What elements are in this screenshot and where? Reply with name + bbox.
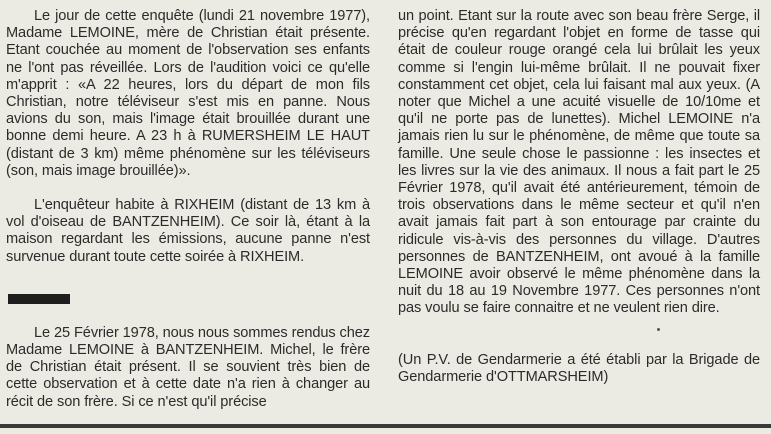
bottom-rule bbox=[0, 424, 771, 428]
paragraph-enquete: Le jour de cette enquête (lundi 21 novembre 1977), Madame LEMOINE, mère de Christian était présente. Etant couchée au moment de l'observation ses enfants ne l'ont pas réveillée. Lors de l'audition voici ce qu'elle m'apprit : «A 22 heures, lors du départ de mon fils Christian, notre téléviseur s'est mis en panne. Nous avions du son, mais l'image était brouillée durant une bonne demi heure. A 23 h à RUMERSHEIM LE HAUT (distant de 3 km) même phénomène sur les téléviseurs (son, mais image brouillée)». bbox=[6, 8, 370, 179]
section-separator-bar bbox=[8, 294, 70, 304]
paragraph-visite: Le 25 Février 1978, nous nous sommes rendus chez Madame LEMOINE à BANTZENHEIM. Michel, le frère de Christian était présent. Il se souvient très bien de cette observation et à cette date n'a rien à changer au récit de son frère. Si ce n'est qu'il précise bbox=[6, 324, 370, 410]
right-column bbox=[398, 8, 760, 386]
print-speck bbox=[657, 328, 660, 331]
paragraph-gendarmerie-note: (Un P.V. de Gendarmerie a été établi par la Brigade de Gendarmerie d'OTTMARSHEIM) bbox=[398, 351, 760, 385]
paragraph-michel: un point. Etant sur la route avec son beau frère Serge, il précise qu'en regardant l'objet en forme de tasse qui était de couleur rouge orangé cela lui brûlait les yeux comme si l'engin lui-même brûlait. Il ne pouvait fixer constamment cet objet, cela lui faisant mal aux yeux. (A noter que Michel a une acuité visuelle de 10/10me et qu'il ne porte pas de lunettes). Michel LEMOINE n'a jamais rien lu sur le phénomène, de même que toute sa famille. Une seule chose le passionne : les insectes et les livres sur la vie des animaux. Il nous a fait part le 25 Février 1978, qu'il avait été antérieurement, témoin de trois observations dans le même secteur et qu'il n'en avait jamais fait part à son entourage par crainte du ridicule vis-à-vis des personnes du village. D'autres personnes de BANTZENHEIM, ont avoué à la famille LEMOINE avoir observé le même phénomène dans la nuit du 18 au 19 Novembre 1977. Ces personnes n'ont pas voulu se faire connaitre et ne veulent rien dire. bbox=[398, 8, 760, 317]
paragraph-rixheim: L'enquêteur habite à RIXHEIM (distant de 13 km à vol d'oiseau de BANTZENHEIM). Ce soir là, étant à la maison regardant les émissions, aucune panne n'est survenue durant toute cette soirée à RIXHEIM. bbox=[6, 197, 370, 265]
left-column bbox=[6, 8, 370, 411]
